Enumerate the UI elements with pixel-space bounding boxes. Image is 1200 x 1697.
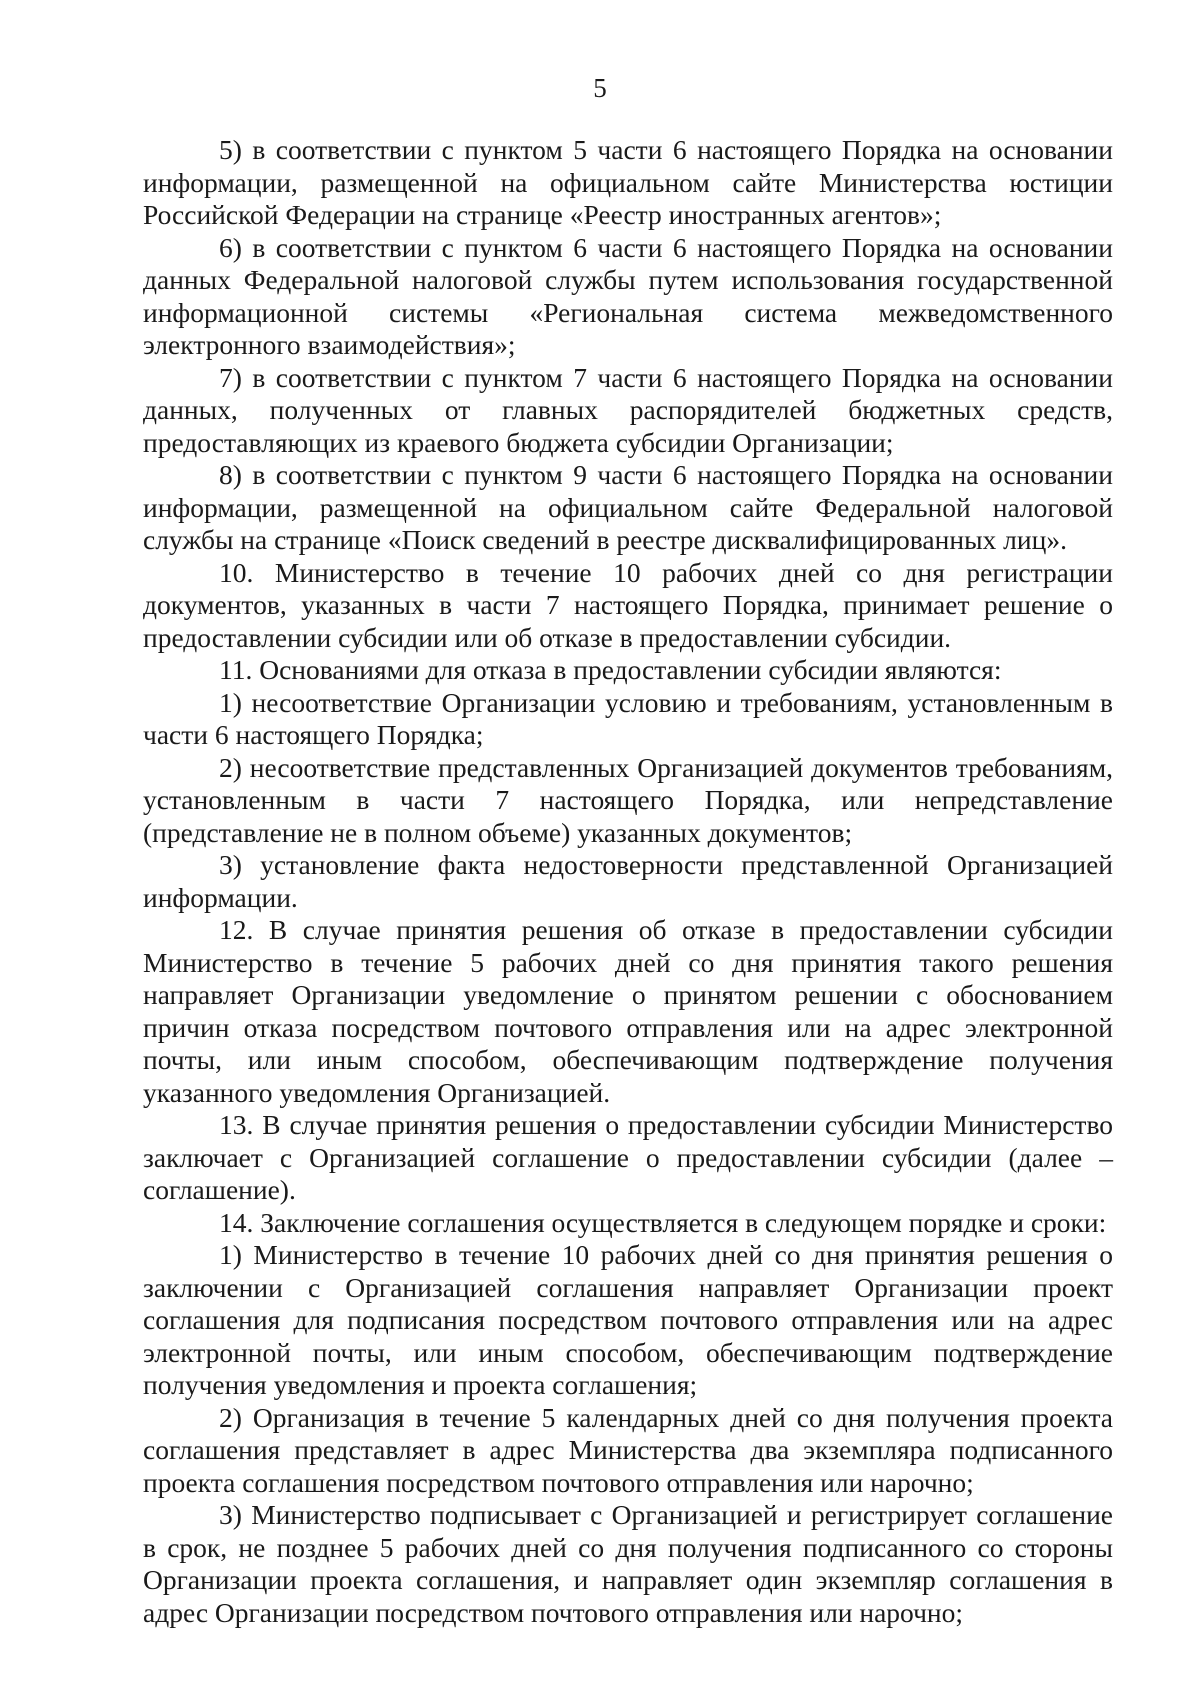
paragraph: 2) Организация в течение 5 календарных дней со дня получения проекта соглашения представляет в адрес Министерства два экземпляра подписанного проекта соглашения посредством почтового отправления или нарочно; xyxy=(143,1401,1113,1498)
page-number: 5 xyxy=(593,73,607,103)
paragraph: 3) установление факта недостоверности представленной Организацией информации. xyxy=(143,849,1113,913)
paragraph: 1) несоответствие Организации условию и требованиям, установленным в части 6 настоящего Порядка; xyxy=(143,686,1113,750)
paragraph: 2) несоответствие представленных Организацией документов требованиям, установленным в части 7 настоящего Порядка, или непредставление (представление не в полном объеме) указанных документов; xyxy=(143,751,1113,848)
paragraph: 6) в соответствии с пунктом 6 части 6 настоящего Порядка на основании данных Федеральной налоговой службы путем использования государственной информационной системы «Региональная система межведомственного электронного взаимодействия»; xyxy=(143,231,1113,360)
paragraph: 14. Заключение соглашения осуществляется в следующем порядке и сроки: xyxy=(219,1206,1107,1238)
paragraph: 1) Министерство в течение 10 рабочих дней со дня принятия решения о заключении с Организацией соглашения направляет Организации проект соглашения для подписания посредством почтового отправления или на адрес электронной почты, или иным способом, обеспечивающим подтверждение получения уведомления и проекта соглашения; xyxy=(143,1239,1113,1400)
paragraph: 11. Основаниями для отказа в предоставлении субсидии являются: xyxy=(219,654,1002,685)
paragraph: 3) Министерство подписывает с Организацией и регистрирует соглашение в срок, не позднее 5 рабочих дней со дня получения подписанного со стороны Организации проекта соглашения, и направляет один экземпляр соглашения в адрес Организации посредством почтового отправления или нарочно; xyxy=(143,1499,1113,1628)
paragraph: 8) в соответствии с пунктом 9 части 6 настоящего Порядка на основании информации, размещенной на официальном сайте Федеральной налоговой службы на странице «Поиск сведений в реестре дисквалифицированных лиц». xyxy=(143,459,1113,555)
paragraph: 5) в соответствии с пунктом 5 части 6 настоящего Порядка на основании информации, размещенной на официальном сайте Министерства юстиции Российской Федерации на странице «Реестр иностранных агентов»; xyxy=(143,134,1113,230)
paragraph: 12. В случае принятия решения об отказе в предоставлении субсидии Министерство в течение 5 рабочих дней со дня принятия такого решения направляет Организации уведомление о принятом решении с обоснованием причин отказа посредством почтового отправления или на адрес электронной почты, или иным способом, обеспечивающим подтверждение получения указанного уведомления Организацией. xyxy=(143,914,1113,1108)
paragraph: 13. В случае принятия решения о предоставлении субсидии Министерство заключает с Организацией соглашение о предоставлении субсидии (далее – соглашение). xyxy=(143,1109,1113,1205)
document-body xyxy=(143,134,1113,1629)
paragraph: 10. Министерство в течение 10 рабочих дней со дня регистрации документов, указанных в части 7 настоящего Порядка, принимает решение о предоставлении субсидии или об отказе в предоставлении субсидии. xyxy=(143,556,1113,653)
paragraph: 7) в соответствии с пунктом 7 части 6 настоящего Порядка на основании данных, полученных от главных распорядителей бюджетных средств, предоставляющих из краевого бюджета субсидии Организации; xyxy=(143,361,1113,458)
